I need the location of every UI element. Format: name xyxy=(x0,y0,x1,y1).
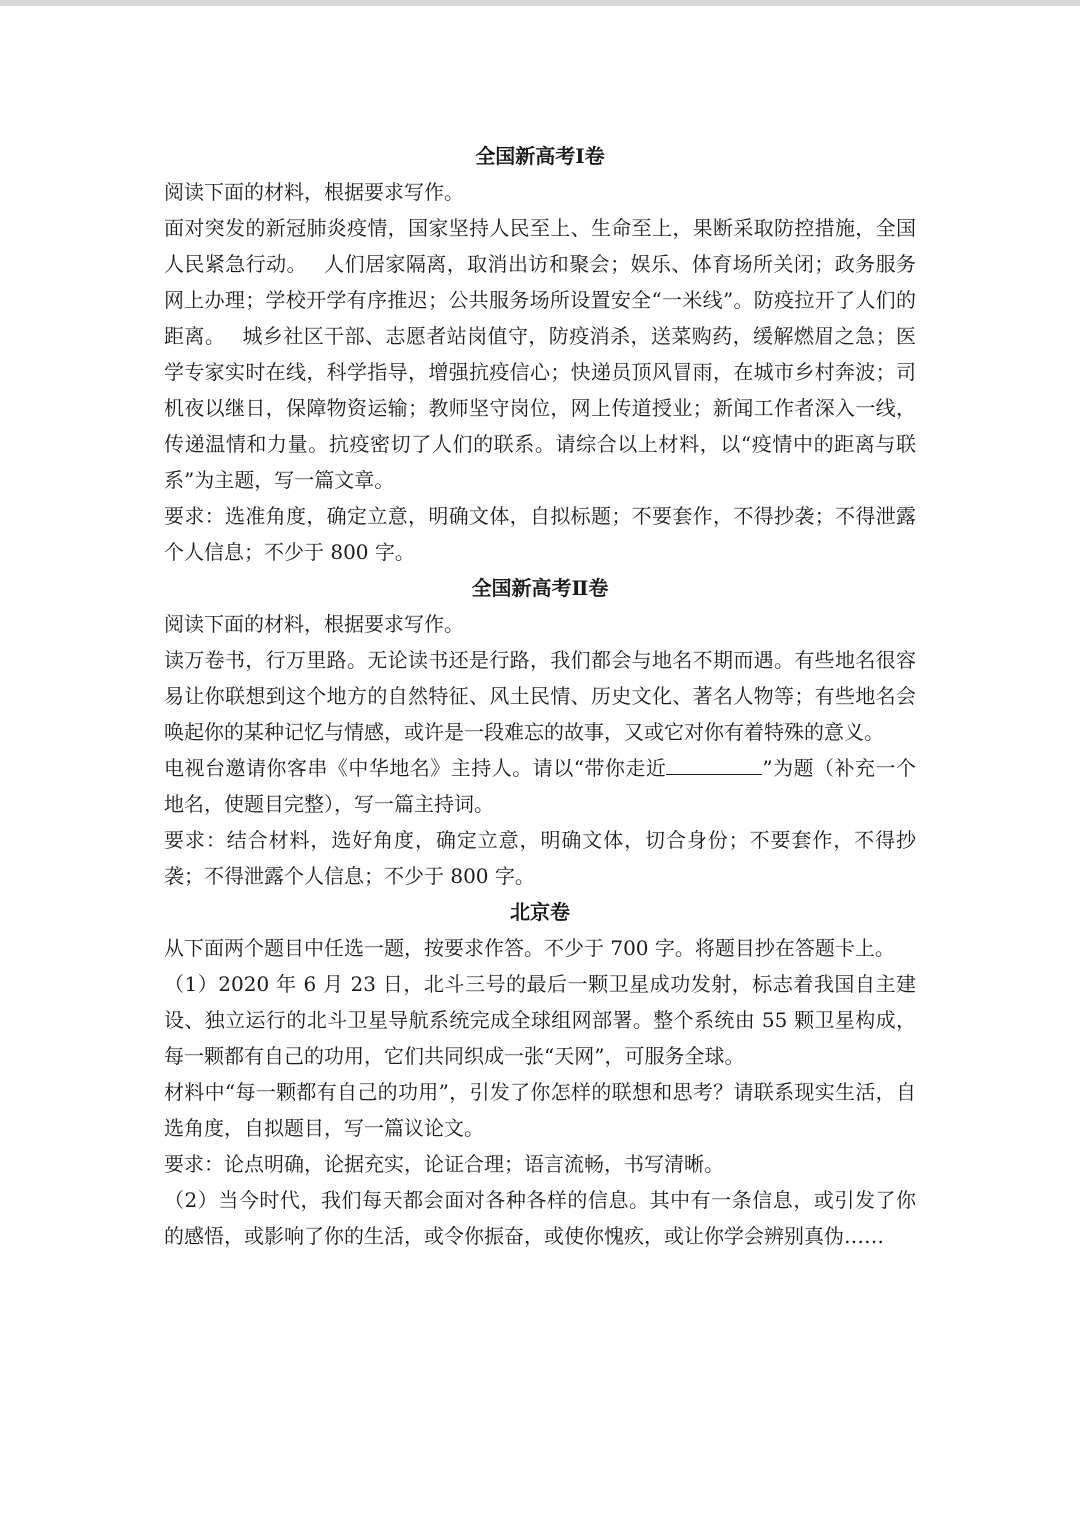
section2-prompt xyxy=(164,750,916,822)
section2-requirement: 要求：结合材料，选好角度，确定立意，明确文体，切合身份；不要套作，不得抄袭；不得泄露个人信息；不少于 800 字。 xyxy=(164,828,916,888)
section3-option2: （2）当今时代，我们每天都会面对各种各样的信息。其中有一条信息，或引发了你的感悟，或影响了你的生活，或令你振奋，或使你愧疚，或让你学会辨别真伪…… xyxy=(164,1188,916,1248)
section1-requirement: 要求：选准角度，确定立意，明确文体，自拟标题；不要套作，不得抄袭；不得泄露个人信息；不少于 800 字。 xyxy=(164,504,916,564)
section3-intro: 从下面两个题目中任选一题，按要求作答。不少于 700 字。将题目抄在答题卡上。 xyxy=(164,936,895,960)
section2-material: 读万卷书，行万里路。无论读书还是行路，我们都会与地名不期而遇。有些地名很容易让你联想到这个地方的自然特征、风土民情、历史文化、著名人物等；有些地名会唤起你的某种记忆与情感，或许是一段难忘的故事，又或它对你有着特殊的意义。 xyxy=(164,648,916,744)
section2-intro: 阅读下面的材料，根据要求写作。 xyxy=(164,612,464,636)
section2-title: 全国新高考Ⅱ卷 xyxy=(471,576,609,600)
section3-option1: （1）2020 年 6 月 23 日，北斗三号的最后一颗卫星成功发射，标志着我国自主建设、独立运行的北斗卫星导航系统完成全球组网部署。整个系统由 55 颗卫星构成，每一颗都有自己的功用，它们共同织成一张“天网”，可服务全球。 xyxy=(164,972,916,1068)
section3-option1-question: 材料中“每一颗都有自己的功用”，引发了你怎样的联想和思考？请联系现实生活，自选角度，自拟题目，写一篇议论文。 xyxy=(164,1080,916,1140)
section3-option1-requirement: 要求：论点明确，论据充实，论证合理；语言流畅，书写清晰。 xyxy=(164,1152,724,1176)
section2-prompt-before: 电视台邀请你客串《中华地名》主持人。请以“带你走近 xyxy=(164,756,667,780)
section1-title: 全国新高考Ⅰ卷 xyxy=(475,144,605,168)
top-border xyxy=(0,0,1080,6)
section3-title: 北京卷 xyxy=(510,900,570,924)
fill-in-blank xyxy=(666,752,762,775)
section1-intro: 阅读下面的材料，根据要求写作。 xyxy=(164,180,464,204)
document-page xyxy=(164,138,916,1254)
section2-prompt-after: ”为题（补充一个地名，使题目完整），写一篇主持词。 xyxy=(164,756,916,816)
section1-material: 面对突发的新冠肺炎疫情，国家坚持人民至上、生命至上，果断采取防控措施，全国人民紧急行动。 人们居家隔离，取消出访和聚会；娱乐、体育场所关闭；政务服务网上办理；学校开学有序推迟；公共服务场所设置安全“一米线”。防疫拉开了人们的距离。 城乡社区干部、志愿者站岗值守，防疫消杀，送菜购药，缓解燃眉之急；医学专家实时在线，科学指导，增强抗疫信心；快递员顶风冒雨，在城市乡村奔波；司机夜以继日，保障物资运输；教师坚守岗位，网上传道授业；新闻工作者深入一线，传递温情和力量。抗疫密切了人们的联系。请综合以上材料，以“疫情中的距离与联系”为主题，写一篇文章。 xyxy=(164,216,916,492)
